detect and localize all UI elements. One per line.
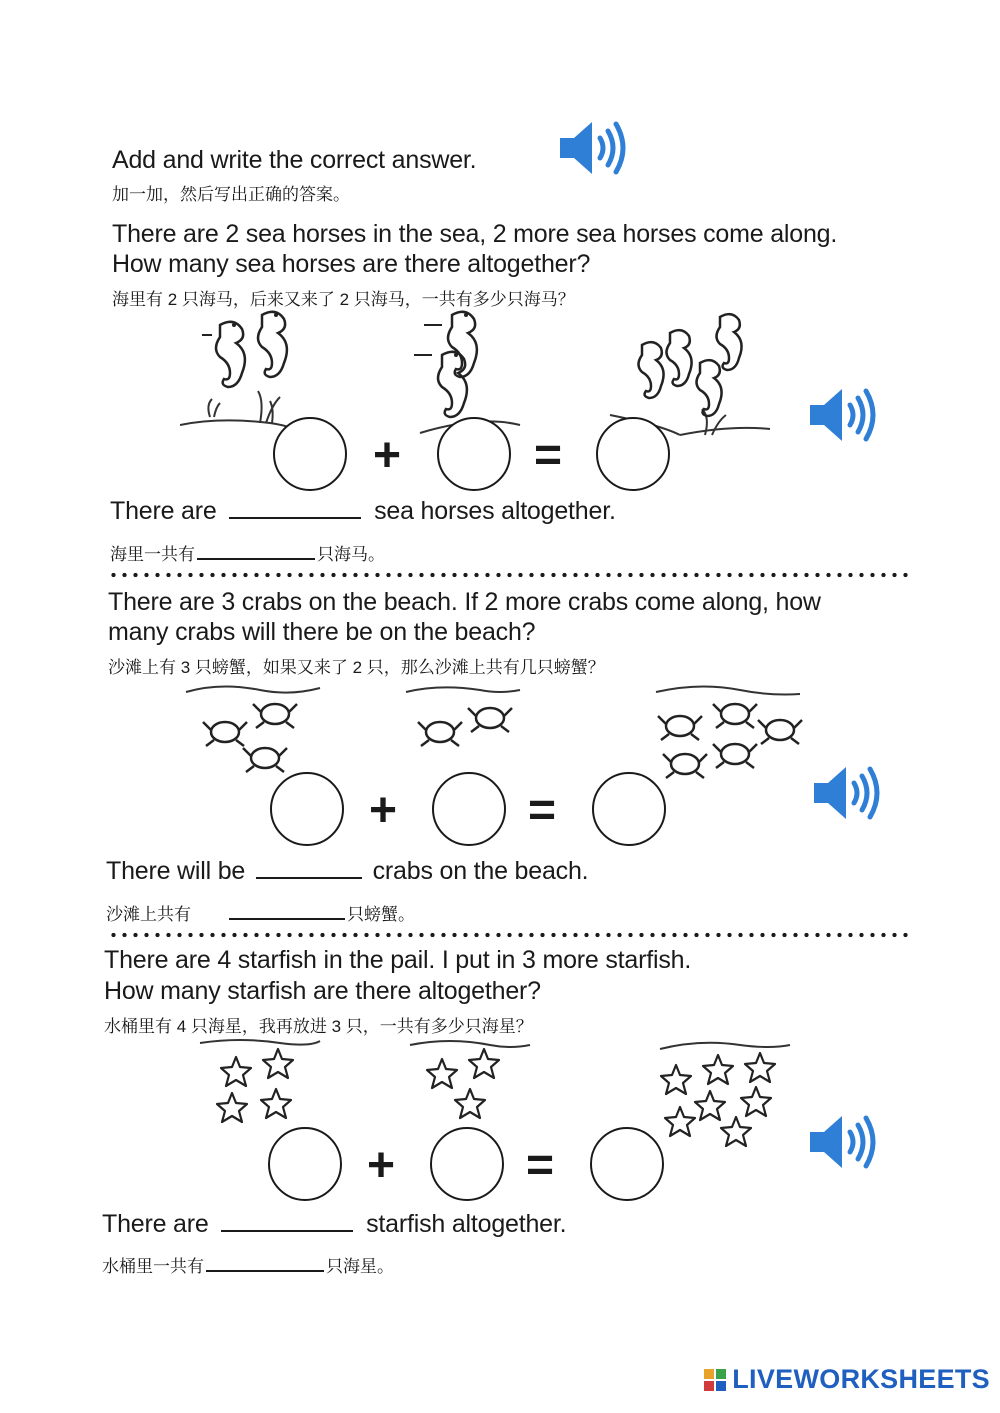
- speaker-icon[interactable]: [810, 763, 882, 823]
- question-3-line-1: There are 4 starfish in the pail. I put in 3 more starfish.: [104, 946, 692, 974]
- crab-icon: [203, 722, 247, 746]
- answer-3-zh-blank[interactable]: [206, 1266, 324, 1272]
- answer-1-zh-before: 海里一共有: [110, 545, 195, 564]
- starfish-icon: [221, 1057, 251, 1086]
- answer-circle-3a[interactable]: [268, 1127, 342, 1201]
- starfish-icon: [745, 1053, 775, 1082]
- equals-sign: =: [534, 429, 563, 482]
- seahorse-icon: [717, 314, 742, 370]
- starfish-picture: [180, 1035, 800, 1150]
- answer-3-zh: [102, 1252, 394, 1277]
- starfish-icon: [469, 1049, 499, 1078]
- seahorse-icon: [414, 352, 467, 417]
- instruction-zh: 加一加，然后写出正确的答案。: [112, 185, 350, 204]
- answer-2-en-before: There will be: [106, 857, 246, 885]
- answer-2-zh: [106, 900, 415, 925]
- answer-circle-1b[interactable]: [437, 417, 511, 491]
- brand-name: LIVEWORKSHEETS: [732, 1364, 990, 1394]
- answer-1-en-before: There are: [110, 497, 217, 525]
- crab-icon: [713, 744, 757, 768]
- speaker-icon[interactable]: [806, 1112, 878, 1172]
- question-3-zh: 水桶里有 4 只海星，我再放进 3 只，一共有多少只海星？: [104, 1017, 533, 1036]
- seahorse-icon: [697, 360, 722, 416]
- starfish-icon: [721, 1117, 751, 1146]
- answer-1-zh-blank[interactable]: [197, 554, 315, 560]
- answer-3-en: [102, 1210, 566, 1239]
- question-2-line-2: many crabs will there be on the beach?: [108, 618, 536, 646]
- crab-icon: [418, 722, 462, 746]
- answer-circle-1c[interactable]: [596, 417, 670, 491]
- instruction-en: Add and write the correct answer.: [112, 146, 477, 174]
- starfish-icon: [261, 1089, 291, 1118]
- plus-sign: +: [373, 429, 402, 482]
- equals-sign: =: [526, 1139, 555, 1192]
- answer-circle-2c[interactable]: [592, 772, 666, 846]
- plus-sign: +: [369, 784, 398, 837]
- starfish-icon: [427, 1059, 457, 1088]
- starfish-icon: [741, 1087, 771, 1116]
- crab-icon: [663, 754, 707, 778]
- answer-2-blank[interactable]: [256, 873, 362, 879]
- brand-logo: [704, 1364, 990, 1395]
- answer-circle-3c[interactable]: [590, 1127, 664, 1201]
- answer-3-en-after: starfish altogether.: [366, 1210, 567, 1238]
- answer-circle-3b[interactable]: [430, 1127, 504, 1201]
- question-2-line-1: There are 3 crabs on the beach. If 2 more crabs come along, how: [108, 588, 821, 616]
- seahorse-icon: [258, 312, 287, 377]
- answer-circle-2b[interactable]: [432, 772, 506, 846]
- answer-2-zh-blank[interactable]: [229, 914, 345, 920]
- question-1-line-1: There are 2 sea horses in the sea, 2 more sea horses come along.: [112, 220, 838, 248]
- answer-1-zh-after: 只海马。: [317, 545, 385, 564]
- starfish-icon: [703, 1055, 733, 1084]
- answer-3-en-before: There are: [102, 1210, 209, 1238]
- divider: [108, 932, 908, 938]
- equals-sign: =: [528, 784, 557, 837]
- starfish-icon: [217, 1093, 247, 1122]
- crab-icon: [243, 748, 287, 772]
- crab-icon: [658, 716, 702, 740]
- answer-1-en: [110, 497, 616, 526]
- question-3-line-2: How many starfish are there altogether?: [104, 977, 541, 1005]
- answer-3-zh-after: 只海星。: [326, 1257, 394, 1276]
- seahorse-icon: [202, 322, 245, 387]
- starfish-icon: [455, 1089, 485, 1118]
- crab-icon: [713, 704, 757, 728]
- answer-2-zh-before: 沙滩上共有: [106, 905, 191, 924]
- question-2-zh: 沙滩上有 3 只螃蟹，如果又来了 2 只，那么沙滩上共有几只螃蟹？: [108, 658, 605, 677]
- seahorse-icon: [639, 342, 664, 398]
- answer-circle-1a[interactable]: [273, 417, 347, 491]
- answer-circle-2a[interactable]: [270, 772, 344, 846]
- starfish-icon: [665, 1107, 695, 1136]
- crab-picture: [180, 680, 810, 790]
- answer-2-en-after: crabs on the beach.: [372, 857, 589, 885]
- seahorse-icon: [424, 312, 477, 377]
- crab-icon: [253, 704, 297, 728]
- plus-sign: +: [367, 1139, 396, 1192]
- answer-2-zh-after: 只螃蟹。: [347, 905, 415, 924]
- answer-1-zh: [110, 540, 385, 565]
- starfish-icon: [661, 1065, 691, 1094]
- speaker-icon[interactable]: [556, 118, 628, 178]
- starfish-icon: [263, 1049, 293, 1078]
- answer-1-en-after: sea horses altogether.: [374, 497, 616, 525]
- seahorse-icon: [667, 330, 692, 386]
- speaker-icon[interactable]: [806, 385, 878, 445]
- brand-logo-icon: [704, 1369, 726, 1391]
- starfish-icon: [695, 1091, 725, 1120]
- divider: [108, 572, 908, 578]
- crab-icon: [758, 720, 802, 744]
- answer-3-zh-before: 水桶里一共有: [102, 1257, 204, 1276]
- question-1-zh: 海里有 2 只海马，后来又来了 2 只海马，一共有多少只海马？: [112, 290, 575, 309]
- answer-1-blank[interactable]: [229, 513, 361, 519]
- question-1-line-2: How many sea horses are there altogether?: [112, 250, 591, 278]
- answer-3-blank[interactable]: [221, 1226, 353, 1232]
- answer-2-en: [106, 857, 588, 886]
- crab-icon: [468, 708, 512, 732]
